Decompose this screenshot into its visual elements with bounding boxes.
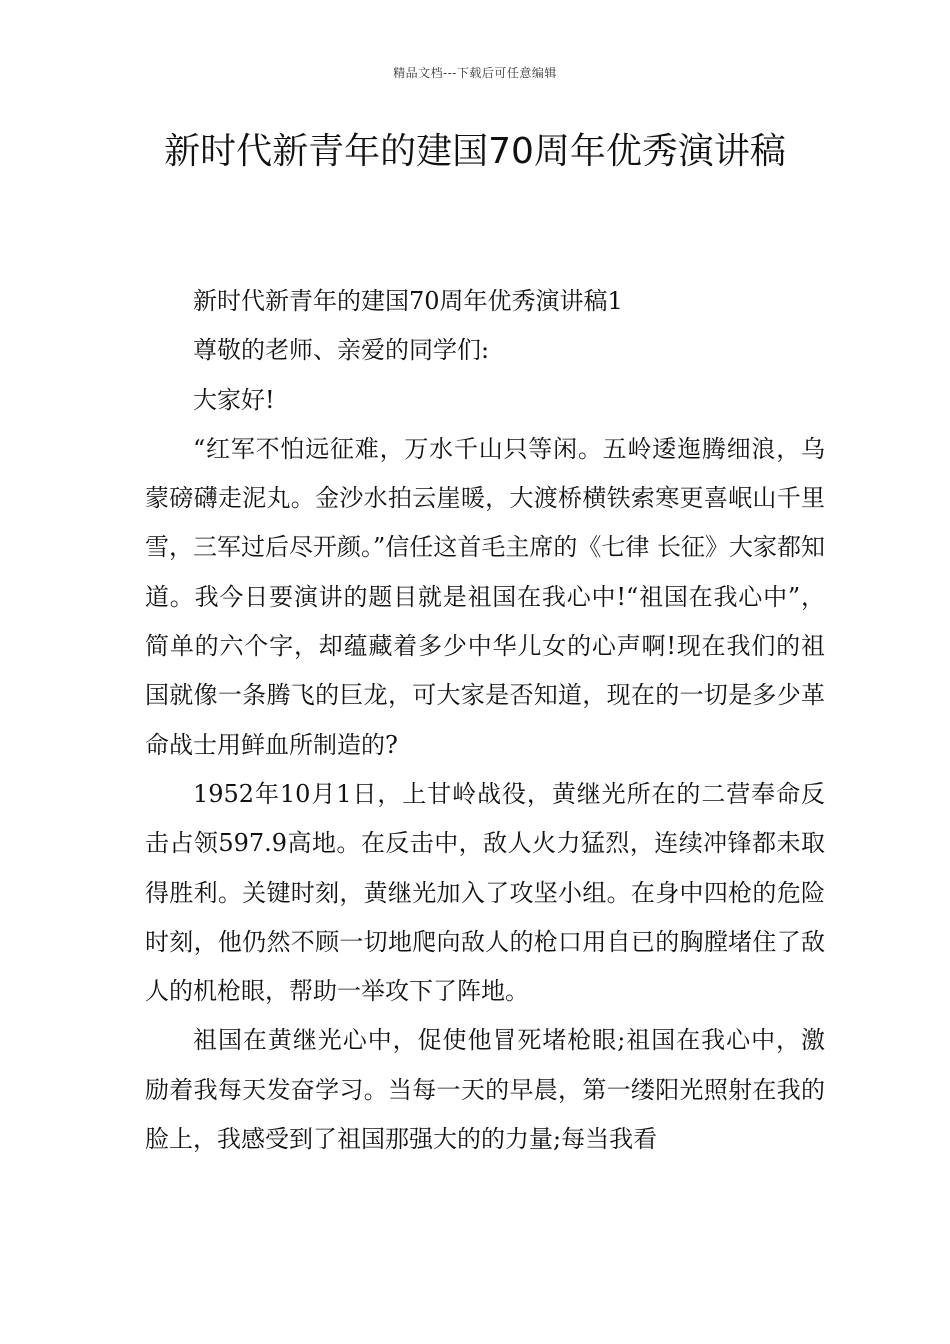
paragraph-greeting: 大家好! [193,385,275,414]
header-note: 精品文档---下载后可任意编辑 [393,66,557,80]
paragraph-subtitle: 新时代新青年的建国70周年优秀演讲稿1 [193,287,623,315]
paragraph: 祖国在黄继光心中，促使他冒死堵枪眼;祖国在我心中，激励着我每天发奋学习。当每一天的早晨，第一缕阳光照射在我的脸上，我感受到了祖国那强大的的力量;每当我看 [145,1026,825,1154]
document-title: 新时代新青年的建国70周年优秀演讲稿 [164,131,786,172]
document-body [145,277,825,1164]
paragraph: 1952年10月1日，上甘岭战役，黄继光所在的二营奉命反击占领597.9高地。在反击中，敌人火力猛烈，连续冲锋都未取得胜利。关键时刻，黄继光加入了攻坚小组。在身中四枪的危险时刻，他仍然不顾一切地爬向敌人的枪口用自已的胸膛堵住了敌人的机枪眼，帮助一举攻下了阵地。 [145,779,825,1006]
paragraph-salutation: 尊敬的老师、亲爱的同学们: [193,336,490,365]
paragraph: “红军不怕远征难，万水千山只等闲。五岭逶迤腾细浪，乌蒙磅礴走泥丸。金沙水拍云崖暖，大渡桥横铁索寒更喜岷山千里雪，三军过后尽开颜。”信任这首毛主席的《七律 长征》大家都知道。我今日要演讲的题目就是祖国在我心中!“祖国在我心中”，简单的六个字，却蕴藏着多少中华儿女的心声啊!现在我们的祖国就像一条腾飞的巨龙，可大家是否知道，现在的一切是多少革命战士用鲜血所制造的? [145,434,825,759]
